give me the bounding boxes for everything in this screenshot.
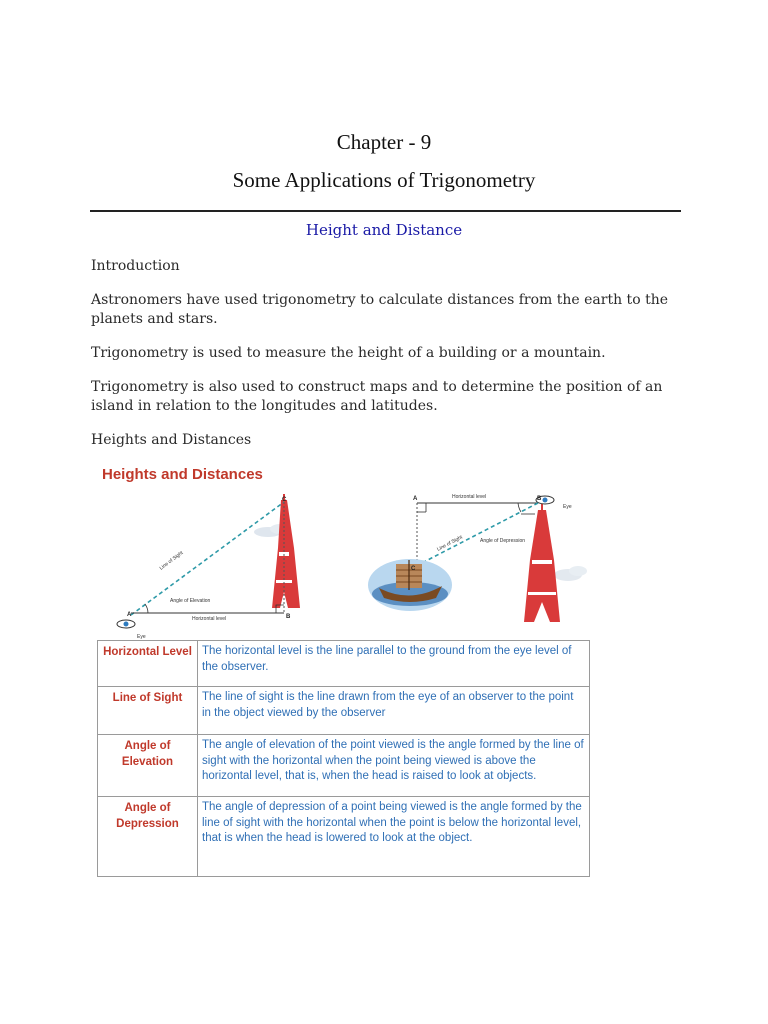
eye-pupil xyxy=(543,498,548,503)
right-angle-of-depression-label: Angle of Depression xyxy=(480,538,526,544)
term-cell: Angle of Elevation xyxy=(98,735,198,797)
left-eye-label: Eye xyxy=(137,634,146,640)
tower-band xyxy=(528,592,556,595)
right-point-a: A xyxy=(413,496,418,502)
table-row xyxy=(98,641,590,687)
definition-cell: The angle of depression of a point being viewed is the angle formed by the line of sight with the horizontal when the point is below the horizontal level, that is when the head is lowered to look at the object. xyxy=(198,797,590,877)
term-cell: Line of Sight xyxy=(98,687,198,735)
right-point-b: B xyxy=(537,496,542,502)
intro-heading: Introduction xyxy=(91,258,180,274)
chapter-number: Chapter - 9 xyxy=(336,130,432,154)
definition-cell: The line of sight is the line drawn from the eye of an observer to the point in the object viewed by the observer xyxy=(198,687,590,735)
left-point-c: C xyxy=(282,497,287,503)
term-cell: Angle of Depression xyxy=(98,797,198,877)
definition-cell: The horizontal level is the line parallel to the ground from the eye level of the observer. xyxy=(198,641,590,687)
paragraph-maps: Trigonometry is also used to construct maps and to determine the position of an island in relation to the longitudes and latitudes. xyxy=(91,379,663,414)
left-point-a: A xyxy=(127,612,132,618)
right-eye-label: Eye xyxy=(563,504,572,510)
term-cell: Horizontal Level xyxy=(98,641,198,687)
chapter-title: Some Applications of Trigonometry xyxy=(232,168,536,192)
elevation-arc xyxy=(145,604,148,613)
tower-band xyxy=(532,560,552,564)
cloud-shape xyxy=(569,566,587,576)
definition-cell: The angle of elevation of the point viewed is the angle formed by the line of sight with the horizontal when the point being viewed is above the horizontal level, that is, when the head is raised to look at objects. xyxy=(198,735,590,797)
left-point-b: B xyxy=(286,614,291,620)
left-line-of-sight-label: Line of Sight xyxy=(158,550,185,572)
paragraph-height: Trigonometry is used to measure the height of a building or a mountain. xyxy=(91,345,606,361)
figure-illustration xyxy=(90,460,600,642)
table-row xyxy=(98,735,590,797)
heights-distances-heading: Heights and Distances xyxy=(91,432,252,448)
figure-title: Heights and Distances xyxy=(102,466,263,483)
left-diagram xyxy=(117,494,300,640)
left-horizontal-level-label: Horizontal level xyxy=(192,616,227,622)
line-of-sight-dashed xyxy=(420,503,538,564)
definitions-table xyxy=(97,640,590,877)
right-horizontal-level-label: Horizontal level xyxy=(452,494,487,500)
right-diagram xyxy=(368,494,587,622)
title-divider xyxy=(90,210,681,212)
left-angle-of-elevation-label: Angle of Elevation xyxy=(170,598,211,604)
paragraph-astronomers: Astronomers have used trigonometry to calculate distances from the earth to the planets and stars. xyxy=(91,292,668,327)
heights-distances-figure xyxy=(90,460,600,642)
right-point-c: C xyxy=(411,566,416,572)
right-line-of-sight-label: Line of Sight xyxy=(436,534,464,553)
eye-pupil xyxy=(124,622,129,627)
section-subtitle: Height and Distance xyxy=(305,221,463,239)
table-row xyxy=(98,687,590,735)
table-row xyxy=(98,797,590,877)
depression-arc xyxy=(518,503,521,512)
